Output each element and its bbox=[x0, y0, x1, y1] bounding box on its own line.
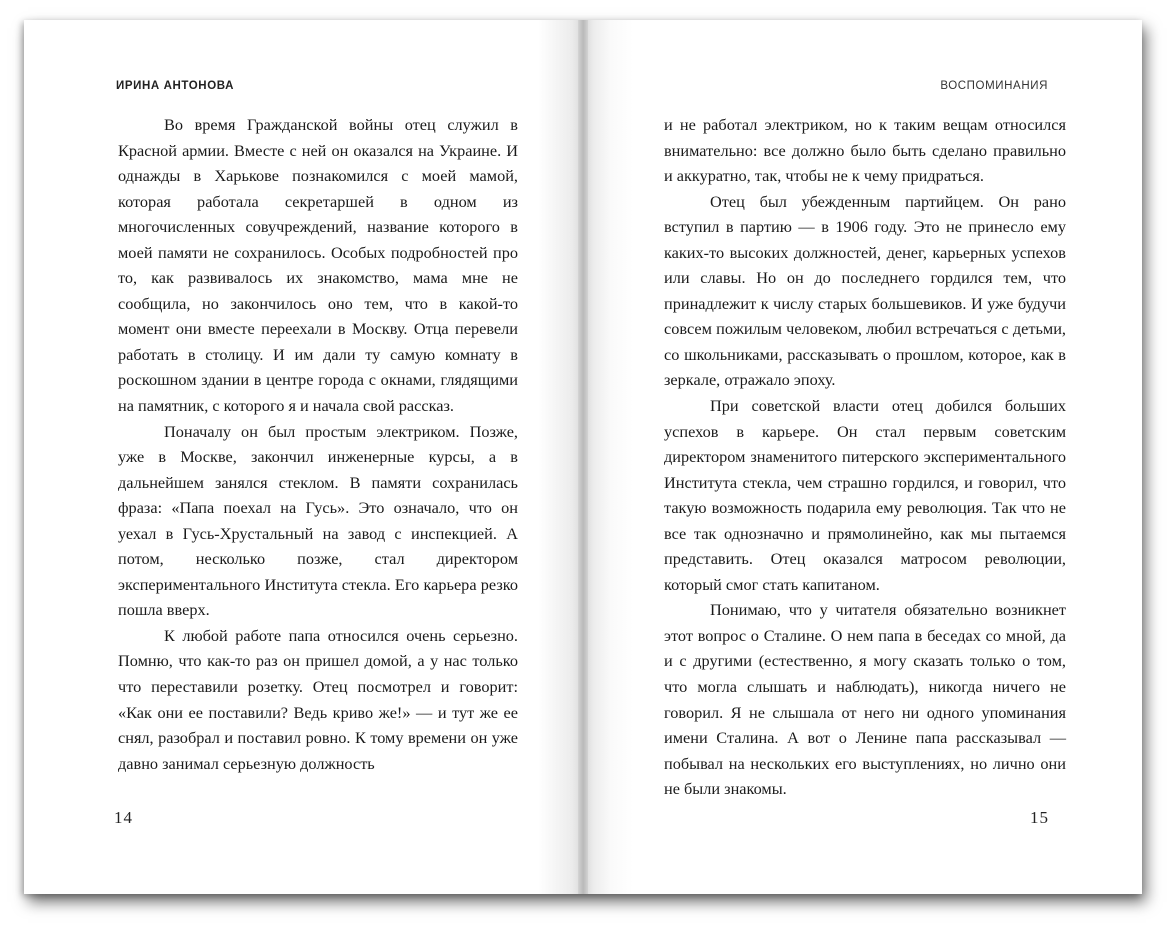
book-spine-shadow bbox=[578, 20, 588, 894]
paragraph: При советской власти отец добился больших успехов в карьере. Он стал первым советским директором знаменитого питерского экспериментального Института стекла, чем страшно гордился, и говорил, что такую возможность подарила ему революция. Так что не все так однозначно и прямолинейно, как мы пытаемся представить. Отец оказался матросом революции, который смог стать капитаном. bbox=[664, 396, 1066, 594]
paragraph: К любой работе папа относился очень серьезно. Помню, что как-то раз он пришел домой, а у нас только что переставили розетку. Отец посмотрел и говорит: «Как они ее поставили? Ведь криво же!» — и тут же ее снял, разобрал и поставил ровно. К тому времени он уже давно занимал серьезную должность bbox=[118, 625, 518, 773]
title-running-head: ВОСПОМИНАНИЯ bbox=[940, 80, 1048, 92]
page-number-left: 14 bbox=[114, 808, 133, 827]
page-number-right: 15 bbox=[1030, 808, 1049, 827]
paragraph: Отец был убежденным партийцем. Он рано вступил в партию — в 1906 году. Это не принесло ему каких-то высоких должностей, денег, карьерных успехов или славы. Но он до последнего гордился тем, что принадлежит к числу старых большевиков. И уже будучи совсем пожилым человеком, любил встречаться с детьми, со школьниками, рассказывать о прошлом, которое, как в зеркале, отражало эпоху. bbox=[664, 191, 1066, 390]
paragraph-continued: и не работал электриком, но к таким вещам относился внимательно: все должно было быть сделано правильно и аккуратно, так, чтобы не к чему придраться. bbox=[664, 115, 1066, 186]
open-book bbox=[24, 20, 1142, 894]
author-running-head: ИРИНА АНТОНОВА bbox=[116, 80, 234, 92]
right-page bbox=[583, 20, 1142, 894]
right-page-body bbox=[664, 112, 1066, 802]
left-page-body bbox=[118, 112, 518, 776]
paragraph: Понимаю, что у читателя обязательно возникнет этот вопрос о Сталине. О нем папа в беседах со мной, да и с другими (естественно, я могу сказать только о том, что могла слышать и наблюдать), никогда ничего не говорил. Я не слышала от него ни одного упоминания имени Сталина. А вот о Ленине папа рассказывал — побывал на нескольких его выступлениях, но лично они не были знакомы. bbox=[664, 600, 1066, 799]
paragraph: Поначалу он был простым электриком. Позже, уже в Москве, закончил инженерные курсы, а в дальнейшем занялся стеклом. В памяти сохранилась фраза: «Папа поехал на Гусь». Это означало, что он уехал в Гусь-Хрустальный на завод с инспекцией. А потом, несколько позже, стал директором экспериментального Института стекла. Его карьера резко пошла вверх. bbox=[118, 421, 518, 620]
paragraph: Во время Гражданской войны отец служил в Красной армии. Вместе с ней он оказался на Украине. И однажды в Харькове познакомился с моей мамой, которая работала секретаршей в одном из многочисленных совучреждений, название которого в моей памяти не сохранилось. Особых подробностей про то, как развивалось их знакомство, мама мне не сообщила, но закончилось оно тем, что в какой-то момент они вместе переехали в Москву. Отца перевели работать в столицу. И им дали ту самую комнату в роскошном здании в центре города с окнами, глядящими на памятник, с которого я и начала свой рассказ. bbox=[118, 115, 518, 416]
left-page bbox=[24, 20, 583, 894]
